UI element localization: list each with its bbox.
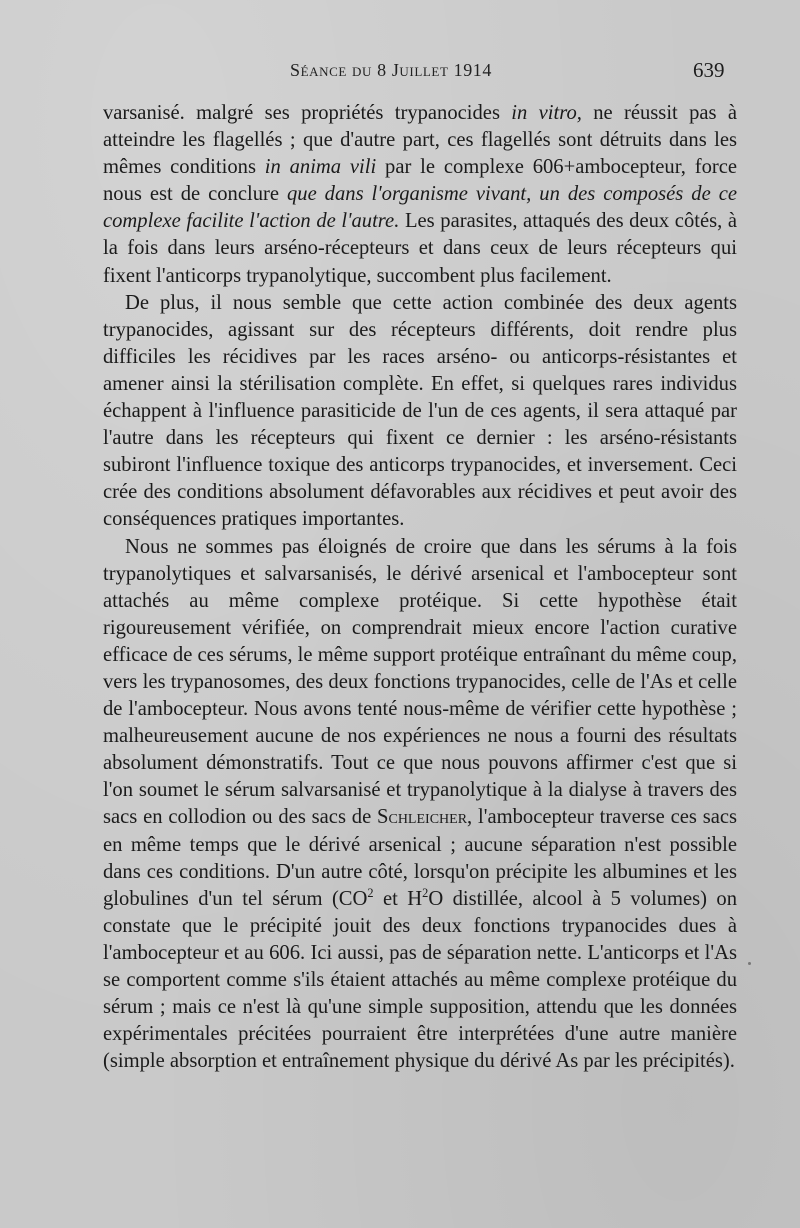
paragraph-1	[103, 100, 737, 290]
superscript: 2	[367, 885, 374, 900]
superscript: 2	[422, 885, 429, 900]
paragraph-1-text: varsanisé. malgré ses propriétés trypanocides	[103, 102, 512, 124]
margin-speck	[748, 962, 751, 965]
paragraph-1-text: Les parasites, attaqués des deux côtés, à la fois dans leurs arséno-récepteurs et dans ceux de leurs récepteurs qui fixent l'anticorps trypanolytique, succombent plus facilement.	[103, 210, 738, 287]
author-name-schleicher: Schleicher	[377, 806, 468, 829]
paragraph-1-text: par le complexe 606+ambocepteur, force nous est de conclure	[103, 156, 738, 206]
paragraph-3-text: O distillée, alcool à 5 volumes) on constate que le précipité jouit des deux fonctions trypanocides dues à l'ambocepteur et au 606. Ici aussi, pas de séparation nette. L'anticorps et l'As se comportent comme s'ils étaient attachés au même complexe protéique du sérum ; mais ce n'est là qu'une simple supposition, attendu que les données expérimentales précitées pourraient être interprétées d'une autre manière (simple absorption et entraînement physique du dérivé As par les précipités).	[103, 887, 737, 1073]
paragraph-3-text: et H	[373, 887, 423, 910]
paragraph-3	[103, 534, 737, 1076]
body-text	[103, 100, 737, 1075]
italic-conclusion: que dans l'organisme vivant, un des composés de ce complexe facilite l'action de l'autre.	[103, 183, 737, 233]
paragraph-3-text: Nous ne sommes pas éloignés de croire que dans les sérums à la fois trypanolytiques et salvarsanisés, le dérivé arsenical et l'ambocepteur sont attachés au même complexe protéique. Si cette hypothèse était rigoureusement vérifiée, on comprendrait mieux encore l'action curative efficace de ces sérums, le même support protéique entraînant du même coup, vers les trypanosomes, des deux fonctions trypanocides, celle de l'As et celle de l'ambocepteur. Nous avons tenté nous-même de vérifier cette hypothèse ; malheureusement aucune de nos expériences ne nous a fourni des résultats absolument démonstratifs. Tout ce que nous pouvons affirmer c'est que si l'on soumet le sérum salvarsanisé et trypanolytique à la dialyse à travers des sacs en collodion ou des sacs de	[103, 535, 737, 829]
paragraph-1-text: ne réussit pas à atteindre les flagellés ; que d'autre part, ces flagellés sont détruits dans les mêmes conditions	[103, 102, 737, 179]
running-head	[0, 58, 800, 86]
paragraph-3-text: , l'ambocepteur traverse ces sacs en même temps que le dérivé arsenical ; aucune séparation n'est possible dans ces conditions. D'un autre côté, lorsqu'on précipite les albumines et les globulines d'un tel sérum (CO	[103, 806, 738, 910]
page-number: 639	[693, 58, 725, 82]
paragraph-2: De plus, il nous semble que cette action combinée des deux agents trypanocides, agissant sur des récepteurs différents, doit rendre plus difficiles les récidives par les races arséno- ou anticorps-résistantes et amener ainsi la stérilisation complète. En effet, si quelques rares individus échappent à l'influence parasiticide de l'un de ces agents, il sera attaqué par l'autre dans les récepteurs qui fixent ce dernier : les arséno-résistants subiront l'influence toxique des anticorps trypanocides, et inversement. Ceci crée des conditions absolument défavorables aux récidives et peut avoir des conséquences pratiques importantes.	[103, 291, 737, 531]
italic-in-anima-vili: in anima vili	[264, 156, 377, 179]
italic-in-vitro: in vitro,	[511, 102, 582, 124]
running-title: Séance du 8 Juillet 1914	[290, 60, 493, 80]
